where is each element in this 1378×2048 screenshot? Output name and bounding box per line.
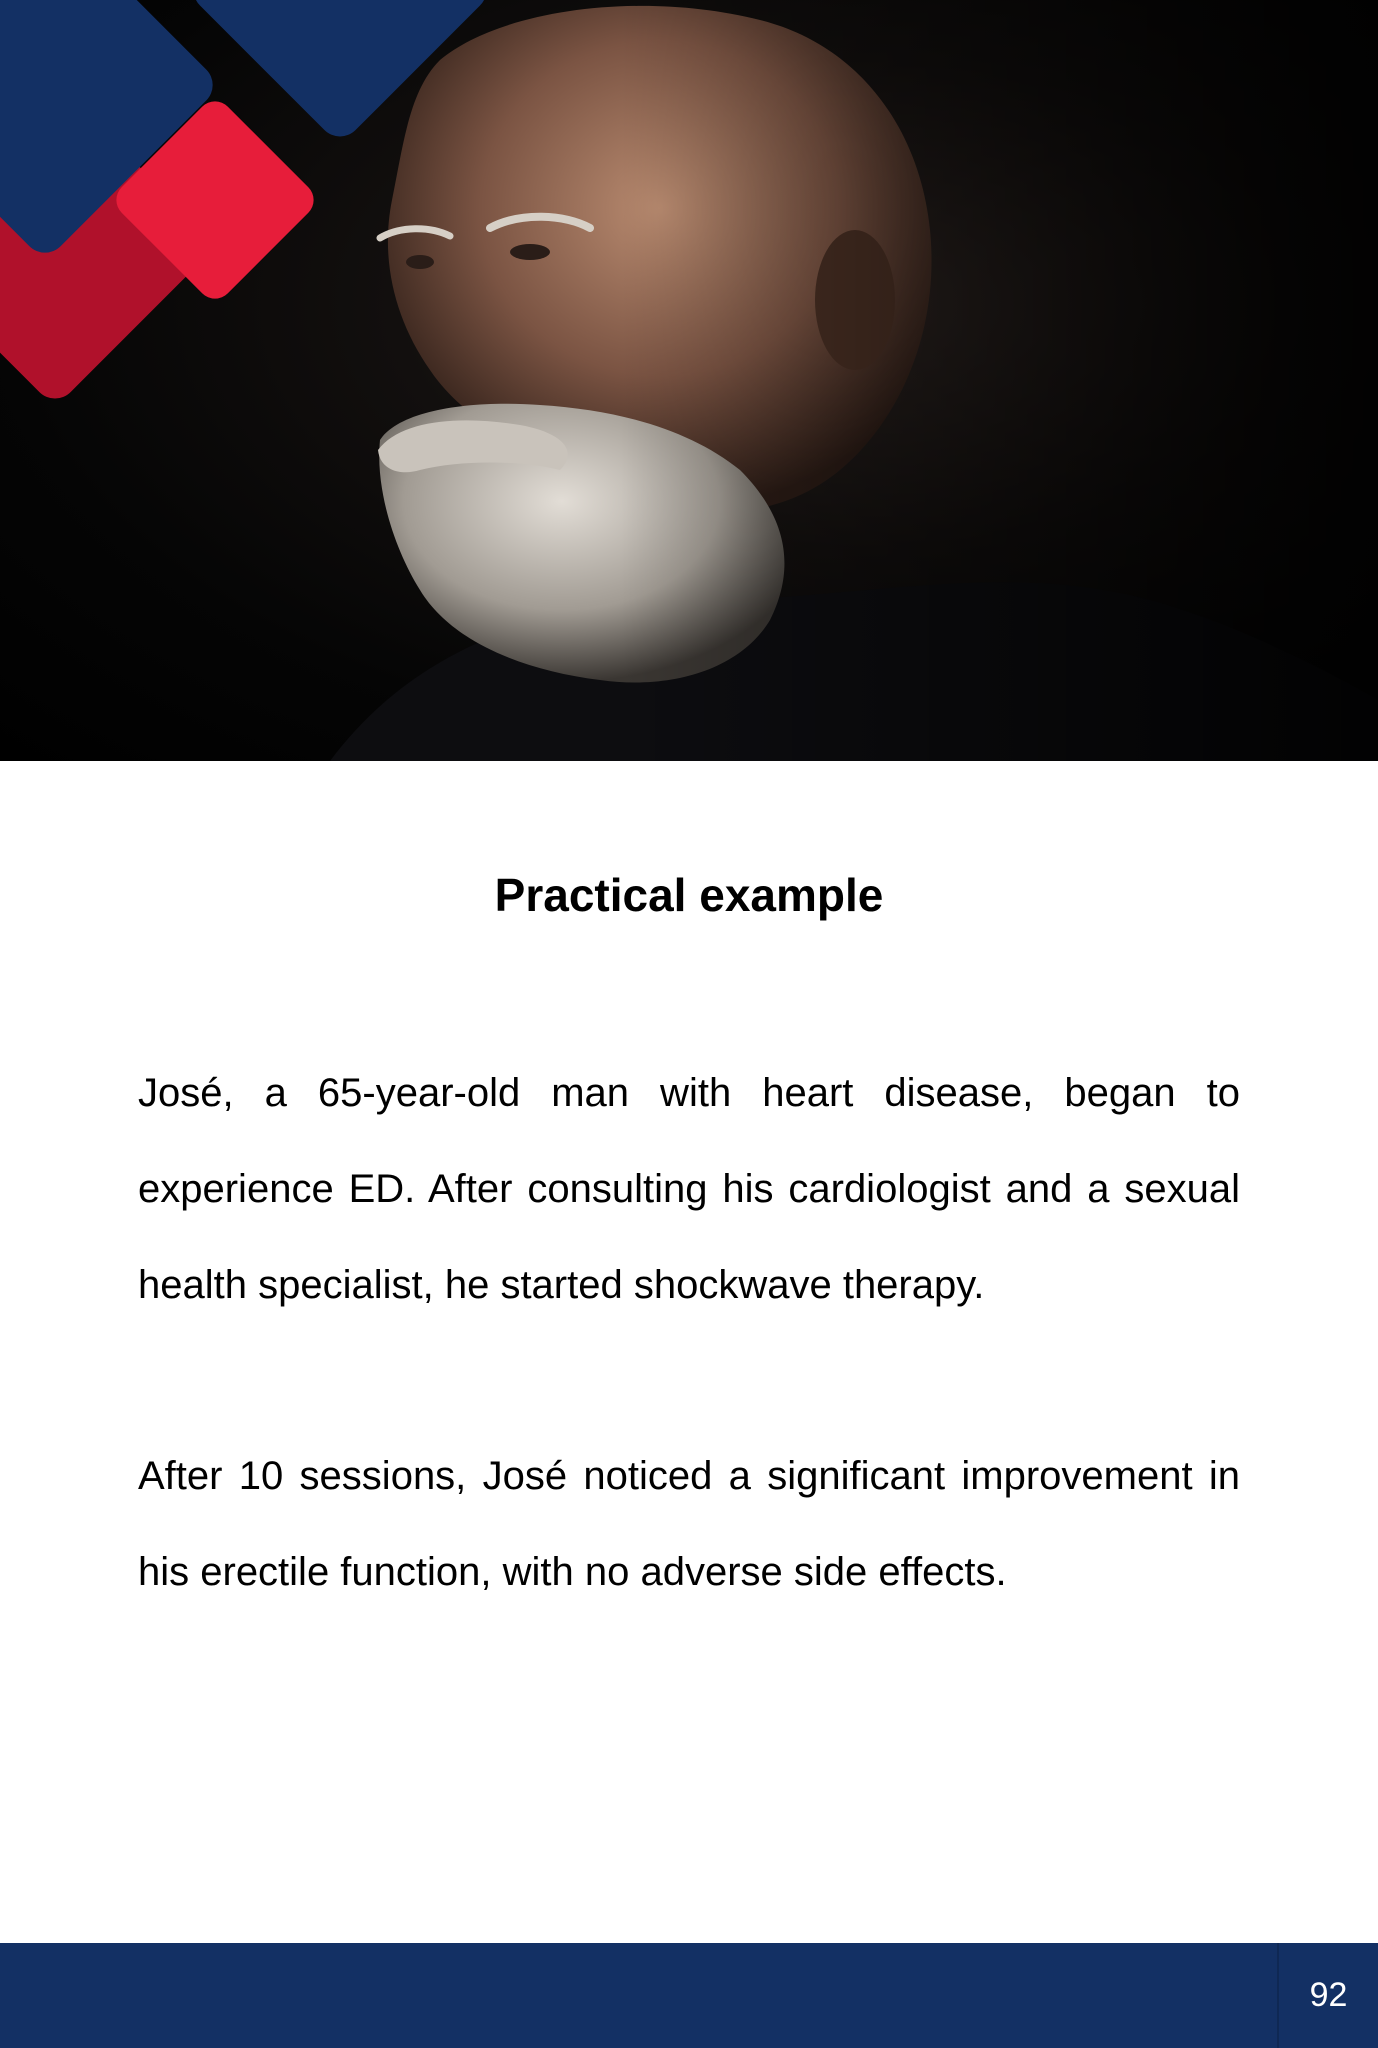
hero-illustration bbox=[0, 0, 1378, 761]
footer-bar bbox=[0, 1943, 1378, 2048]
eye-shape bbox=[510, 244, 550, 260]
paragraph-case-description: José, a 65-year-old man with heart disease, began to experience ED. After consulting his cardiologist and a sexual health specialist, he started shockwave therapy. bbox=[138, 1071, 1240, 1307]
page-number: 92 bbox=[1309, 1976, 1348, 2014]
page-title: Practical example bbox=[494, 869, 884, 921]
paragraph-case-outcome: After 10 sessions, José noticed a significant improvement in his erectile function, with no adverse side effects. bbox=[138, 1454, 1240, 1594]
eye-shape bbox=[406, 255, 434, 269]
hero-image bbox=[0, 0, 1378, 761]
